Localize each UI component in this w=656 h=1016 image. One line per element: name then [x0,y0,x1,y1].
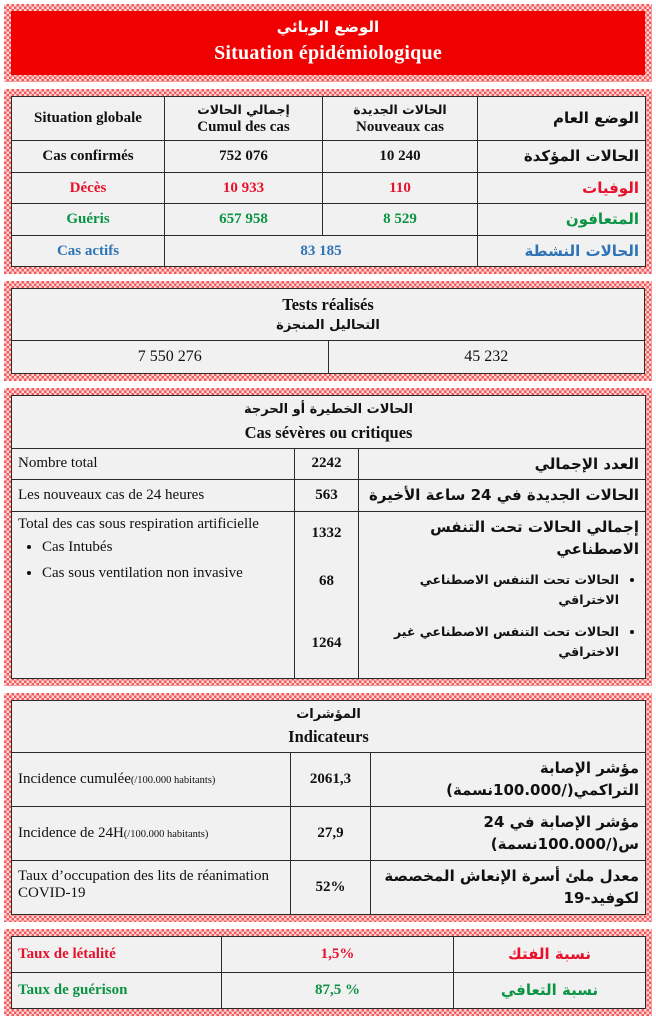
rate-label-recovery: Taux de guérison [12,972,222,1008]
row-new-confirmed: 10 240 [323,141,478,173]
indicator-label-cumulative-sub: (/100.000 habitants) [130,774,216,786]
indicator-label-occupancy: Taux d’occupation des lits de réanimation COVID-19 [12,860,291,914]
tests-inner [11,288,645,374]
indicator-value-24h: 27,9 [291,806,371,860]
indicator-label-arabic-cumulative: مؤشر الإصابة التراكمي(/100.000نسمة) [371,752,646,806]
table-row [12,511,646,678]
severe-value-total: 2242 [295,448,359,480]
indicator-label-arabic-24h: مؤشر الإصابة في 24 س(/100.000نسمة) [371,806,646,860]
table-row [12,860,646,914]
indicators-inner [11,700,645,915]
row-label-active: Cas actifs [12,235,165,267]
severe-label-respiration: Total des cas sous respiration artificielle [18,515,259,532]
header-situation-arabic: الوضع العام [478,96,646,141]
severe-respiration-bullet-list-arabic [365,570,639,662]
rate-label-fatality: Taux de létalité [12,936,222,972]
rate-label-arabic-fatality: نسبة الفتك [454,936,646,972]
severe-cases-section [4,388,652,685]
row-label-recovered: Guéris [12,204,165,236]
table-row [12,936,646,972]
severe-header-row [12,396,646,448]
global-situation-section [4,89,652,275]
row-cumul-confirmed: 752 076 [165,141,323,173]
table-row [12,480,646,512]
severe-title-arabic: الحالات الخطيرة أو الحرجة [244,402,413,418]
global-situation-inner [11,96,645,268]
table-row [12,235,646,267]
severe-value-intubated: 68 [319,572,334,589]
list-item: • Cas sous ventilation non invasive [42,565,288,582]
indicator-label-cumulative-text: Incidence cumulée [18,770,131,787]
table-row [12,341,645,374]
tests-cumul-value: 7 550 276 [12,341,329,374]
table-header-row [12,96,646,141]
severe-value-new24h: 563 [295,480,359,512]
header-cumul-arabic: إجمالي الحالات [197,101,290,117]
rate-value-fatality: 1,5% [222,936,454,972]
header-nouveaux [323,96,478,141]
tests-section [4,281,652,381]
tests-title-french: Tests réalisés [282,295,374,315]
table-row [12,141,646,173]
indicator-value-cumulative: 2061,3 [291,752,371,806]
header-situation-globale: Situation globale [12,96,165,141]
row-new-recovered: 8 529 [323,204,478,236]
severe-respiration-arabic [359,511,646,678]
indicators-header-cell [12,700,646,752]
severe-cases-table [11,395,646,678]
tests-header-cell [12,289,645,341]
severe-respiration-values [295,511,359,678]
page-title-arabic: الوضع الوبائي [276,18,380,36]
rate-value-recovery: 87,5 % [222,972,454,1008]
row-label-arabic-recovered: المتعافون [478,204,646,236]
row-label-deaths: Décès [12,172,165,204]
indicators-title-arabic: المؤشرات [296,706,361,722]
rates-table [11,936,646,1009]
severe-title-french: Cas sévères ou critiques [244,422,413,442]
indicators-title-french: Indicateurs [288,726,369,746]
indicator-label-24h [12,806,291,860]
rate-label-arabic-recovery: نسبة التعافي [454,972,646,1008]
header-cumul-french: Cumul des cas [197,119,290,136]
tests-new-value: 45 232 [328,341,645,374]
row-cumul-recovered: 657 958 [165,204,323,236]
severe-cases-inner [11,395,645,678]
list-item: • Cas Intubés [42,539,288,556]
list-item: • الحالات تحت التنفس الاصطناعي الاختراقي [365,570,619,610]
indicator-label-24h-sub: (/100.000 habitants) [123,828,209,840]
severe-respiration-labels [12,511,295,678]
severe-label-arabic-respiration: إجمالي الحالات تحت التنفس الاصطناعي [430,517,640,559]
global-situation-table [11,96,646,268]
list-item: • الحالات تحت التنفس الاصطناعي غير الاختراقي [365,622,619,662]
row-label-arabic-confirmed: الحالات المؤكدة [478,141,646,173]
table-row [12,752,646,806]
indicator-label-24h-text: Incidence de 24H [18,824,124,841]
indicators-section [4,693,652,922]
page-title-french: Situation épidémiologique [214,41,442,64]
title-banner [4,4,652,82]
severe-label-total: Nombre total [12,448,295,480]
rates-section [4,929,652,1016]
rates-inner [11,936,645,1009]
table-row [12,448,646,480]
indicator-label-arabic-occupancy: معدل ملئ أسرة الإنعاش المخصصة لكوفيد-19 [371,860,646,914]
tests-header-row [12,289,645,341]
tests-title-arabic: التحاليل المنجزة [276,318,380,334]
tests-table [11,288,645,374]
indicators-header-row [12,700,646,752]
row-label-arabic-deaths: الوفيات [478,172,646,204]
table-row [12,972,646,1008]
row-value-active: 83 185 [165,235,478,267]
indicator-value-occupancy: 52% [291,860,371,914]
severe-label-arabic-total: العدد الإجمالي [359,448,646,480]
indicator-label-cumulative [12,752,291,806]
table-row [12,806,646,860]
row-label-confirmed: Cas confirmés [12,141,165,173]
severe-header-cell [12,396,646,448]
severe-value-noninvasive: 1264 [311,634,342,651]
header-cumul [165,96,323,141]
severe-label-arabic-new24h: الحالات الجديدة في 24 ساعة الأخيرة [359,480,646,512]
header-nouveaux-arabic: الحالات الجديدة [353,101,447,117]
title-banner-inner [11,11,645,75]
indicators-table [11,700,646,915]
table-row [12,172,646,204]
severe-respiration-bullet-list [18,539,288,582]
row-new-deaths: 110 [323,172,478,204]
severe-label-new24h: Les nouveaux cas de 24 heures [12,480,295,512]
header-nouveaux-french: Nouveaux cas [356,119,444,136]
severe-value-respiration: 1332 [311,524,342,541]
row-cumul-deaths: 10 933 [165,172,323,204]
row-label-arabic-active: الحالات النشطة [478,235,646,267]
table-row [12,204,646,236]
